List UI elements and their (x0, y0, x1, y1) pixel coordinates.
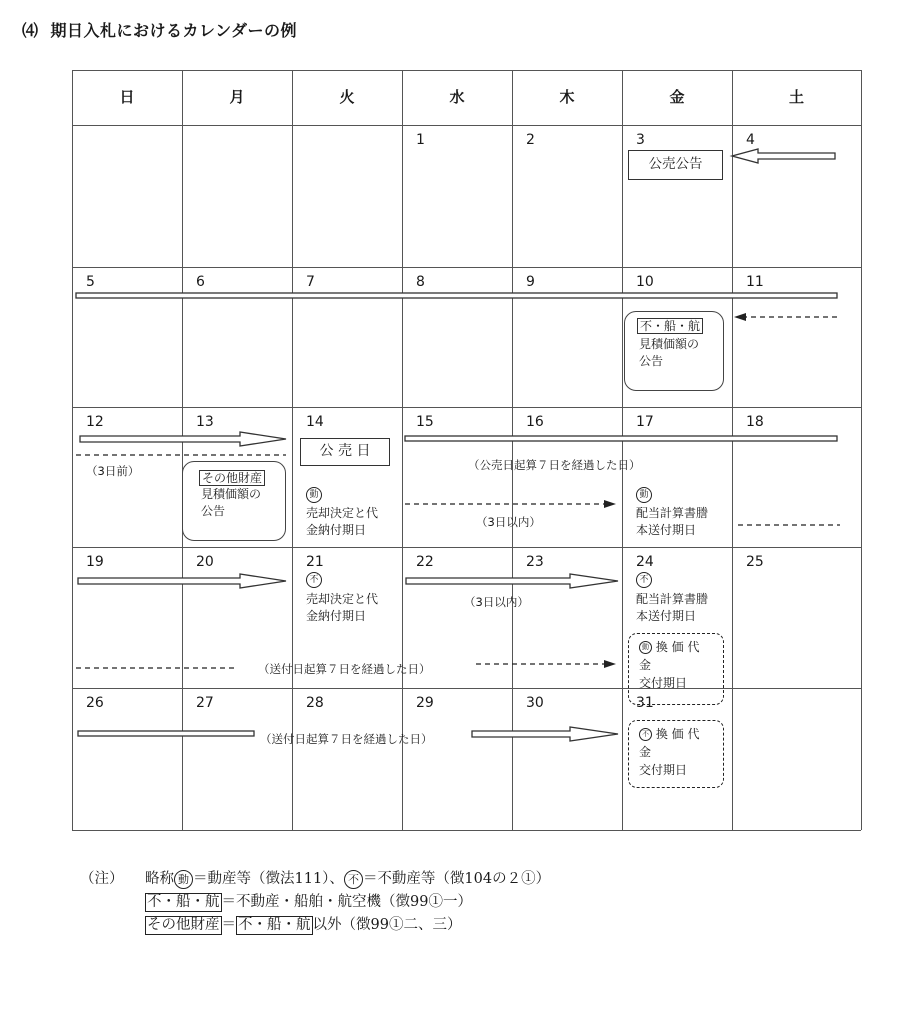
exchange-text-2: 金 (639, 658, 652, 672)
other-abbr-label: その他財産 (147, 917, 220, 933)
day-number: 9 (526, 274, 535, 290)
day-number: 22 (416, 554, 434, 570)
weekday-header-tue: 火 (339, 88, 355, 106)
day-number: 7 (306, 274, 315, 290)
immovable-mark: 不 (636, 572, 652, 588)
day-number: 5 (86, 274, 95, 290)
day-number: 28 (306, 695, 324, 711)
delivery-date-text: 交付期日 (639, 676, 688, 690)
sale-decision-text: 売却決定と代 (306, 506, 379, 520)
movable-mark: 動 (306, 487, 322, 503)
estimate-text: 見積価額の (201, 487, 262, 501)
payment-deadline-text: 金納付期日 (306, 609, 367, 623)
payment-deadline-text: 金納付期日 (306, 523, 367, 537)
day-number: 26 (86, 695, 104, 711)
hollow-arrow (472, 727, 618, 741)
delivery-deadline-text: 本送付期日 (636, 609, 697, 623)
three-days-before-label: （3日前） (86, 464, 140, 478)
within-3-days-label: （3日以内） (476, 515, 541, 529)
title-text: 期日入札におけるカレンダーの例 (50, 21, 297, 40)
hollow-arrow (406, 574, 618, 588)
after-7-days-sale-label: （公売日起算７日を経過した日） (468, 458, 641, 472)
day-number: 8 (416, 274, 425, 290)
immovable-estimate-notice-box (624, 311, 724, 391)
immovable-exchange-deadline-box (628, 720, 724, 788)
day-number: 18 (746, 414, 764, 430)
day-number: 24 (636, 554, 654, 570)
movable-mark: 動 (639, 641, 652, 654)
grid-line (861, 70, 862, 830)
day-number: 10 (636, 274, 654, 290)
immovable-abbr-label: 不・船・航 (238, 917, 311, 933)
weekday-header-sun: 日 (119, 88, 135, 106)
arrow-head (734, 313, 746, 321)
within-3-days-label: （3日以内） (464, 595, 529, 609)
arrow-head (604, 660, 616, 668)
movable-mark: 動 (174, 870, 193, 889)
title-number: ⑷ (22, 21, 39, 40)
day-number: 30 (526, 695, 544, 711)
day-number: 13 (196, 414, 214, 430)
day-number: 6 (196, 274, 205, 290)
after-7-days-send-label: （送付日起算７日を経過した日） (260, 732, 433, 746)
hollow-band (76, 293, 837, 298)
immovable-abbr-label: 不・船・航 (147, 894, 220, 910)
grid-line (72, 830, 861, 831)
day-number: 20 (196, 554, 214, 570)
day-number: 12 (86, 414, 104, 430)
weekday-header-thu: 木 (559, 88, 575, 106)
hollow-band (78, 731, 254, 736)
sale-day-box: 公 売 日 (300, 438, 390, 466)
exchange-text: 換 価 代 (655, 727, 700, 741)
weekday-header-sat: 土 (788, 88, 804, 106)
weekday-header-wed: 水 (449, 88, 465, 106)
hollow-arrow (732, 149, 835, 163)
exchange-text: 換 価 代 (655, 640, 700, 654)
exchange-text-2: 金 (639, 745, 652, 759)
other-property-estimate-notice-box (182, 461, 286, 541)
delivery-deadline-text: 本送付期日 (636, 523, 697, 537)
delivery-date-text: 交付期日 (639, 763, 688, 777)
note-line-3: その他財産 ＝ 不・船・航 以外（徴99①二、三） (147, 917, 462, 933)
day-number: 23 (526, 554, 544, 570)
note-line-2: 不・船・航 ＝不動産・船舶・航空機（徴99①一） (147, 894, 472, 910)
arrows-layer (72, 70, 861, 830)
notes-label: （注） (80, 871, 124, 887)
notice-text: 公告 (201, 504, 226, 518)
hollow-arrow (78, 574, 286, 588)
day-number: 15 (416, 414, 434, 430)
day-number: 31 (636, 695, 654, 711)
day-number: 3 (636, 132, 645, 148)
sale-decision-text: 売却決定と代 (306, 592, 379, 606)
day-number: 16 (526, 414, 544, 430)
note-line-1: 略称 動 ＝動産等（徴法111）、 不 ＝不動産等（徴104の２①） (145, 871, 551, 887)
distribution-statement-text: 配当計算書謄 (636, 506, 709, 520)
immovable-mark: 不 (306, 572, 322, 588)
weekday-header-mon: 月 (229, 88, 245, 106)
day-number: 25 (746, 554, 764, 570)
day-number: 2 (526, 132, 535, 148)
estimate-text: 見積価額の (639, 337, 700, 351)
day-number: 17 (636, 414, 654, 430)
calendar-grid (72, 70, 861, 830)
distribution-statement-text: 配当計算書謄 (636, 592, 709, 606)
notice-text: 公告 (639, 354, 664, 368)
day-number: 27 (196, 695, 214, 711)
movable-mark: 動 (636, 487, 652, 503)
immovable-mark: 不 (344, 870, 363, 889)
day-number: 21 (306, 554, 324, 570)
immovable-abbr-label: 不・船・航 (637, 318, 703, 334)
after-7-days-send-label: （送付日起算７日を経過した日） (258, 662, 431, 676)
hollow-band (405, 436, 837, 441)
day-number: 1 (416, 132, 425, 148)
public-notice-box: 公売公告 (628, 150, 723, 180)
weekday-header-fri: 金 (669, 88, 685, 106)
arrow-head (604, 500, 616, 508)
hollow-arrow (80, 432, 286, 446)
day-number: 19 (86, 554, 104, 570)
day-number: 4 (746, 132, 755, 148)
immovable-mark: 不 (639, 728, 652, 741)
day-number: 11 (746, 274, 764, 290)
day-number: 14 (306, 414, 324, 430)
day-number: 29 (416, 695, 434, 711)
page-title (22, 18, 297, 41)
movable-exchange-deadline-box (628, 633, 724, 705)
other-abbr-label: その他財産 (199, 470, 265, 486)
